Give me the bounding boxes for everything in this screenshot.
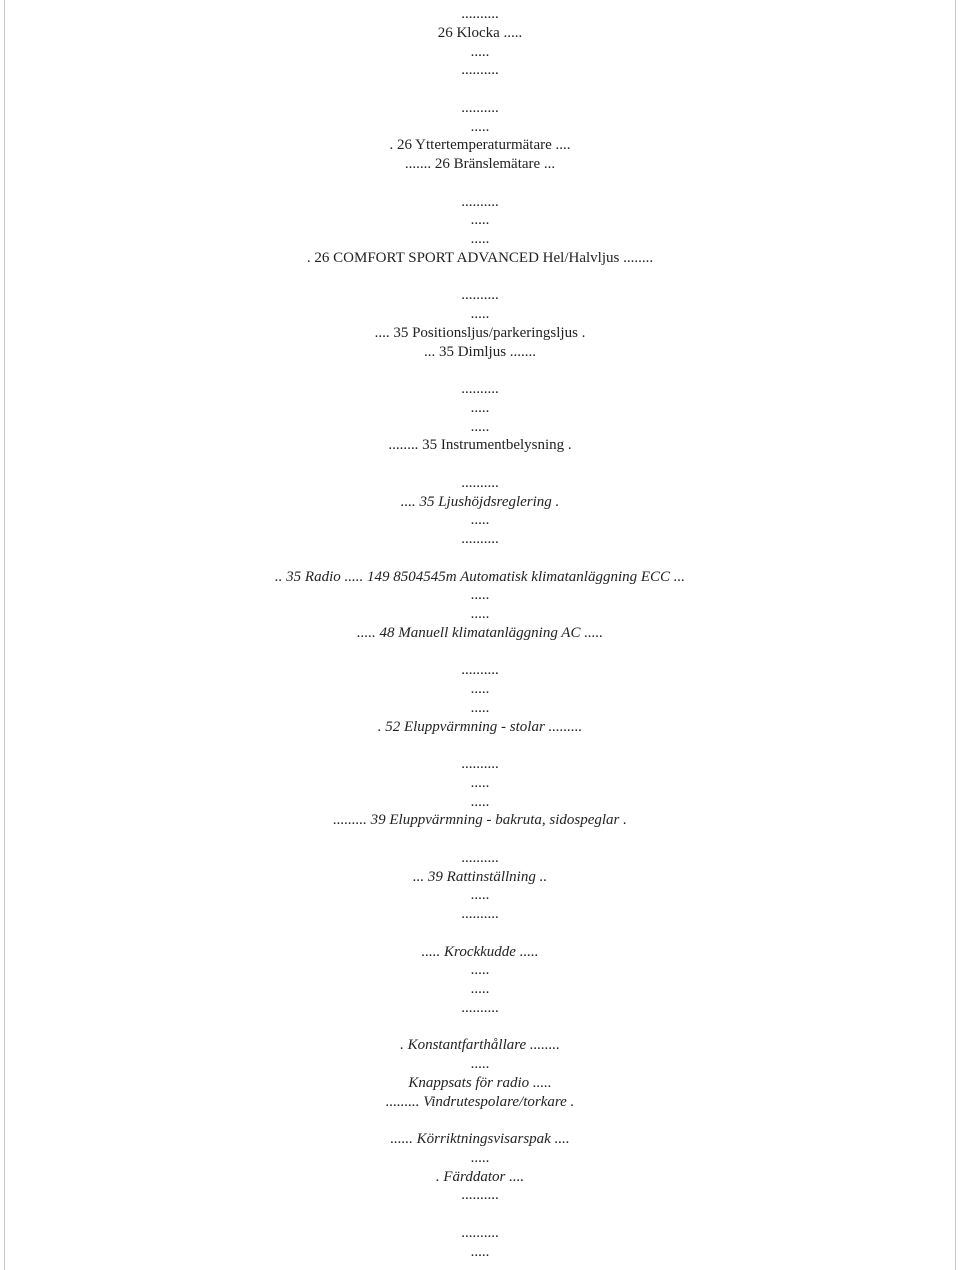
toc-line: .....	[470, 1149, 490, 1166]
toc-line: . 26 COMFORT SPORT ADVANCED Hel/Halvljus ........	[306, 249, 654, 266]
toc-line: . 52 Eluppvärmning - stolar .........	[377, 718, 583, 735]
toc-line: ..........	[461, 287, 499, 304]
toc-line: ..........	[461, 531, 499, 547]
toc-line: .....	[470, 774, 490, 791]
toc-line: ........ 35 Instrumentbelysning .	[388, 437, 572, 454]
toc-line: ..... 48 Manuell klimatanläggning AC .....	[357, 624, 603, 641]
toc-line: ..........	[461, 999, 499, 1016]
toc-line: .....	[470, 962, 490, 979]
toc-line: ..........	[461, 756, 499, 772]
toc-line: ..........	[461, 1224, 499, 1241]
toc-line: ..........	[461, 193, 499, 210]
toc-line: 26 Klocka .....	[437, 24, 523, 41]
toc-line: .....	[470, 887, 490, 904]
toc-line: ..........	[461, 662, 499, 679]
toc-line: ......... Vindrutespolare/torkare .	[385, 1093, 575, 1110]
toc-line: .....	[470, 587, 490, 604]
toc-line: ..........	[461, 6, 499, 22]
toc-line: .....	[470, 981, 490, 997]
toc-line: . Konstantfarthållare ........	[400, 1037, 560, 1054]
toc-line: . 26 Yttertemperaturmätare ....	[389, 137, 571, 154]
toc-line: .. 35 Radio ..... 149 8504545m Automatisk klimatanläggning ECC ...	[274, 568, 686, 585]
toc-line: .....	[470, 306, 490, 322]
toc-line: .....	[470, 43, 490, 60]
toc-line: ..........	[461, 474, 499, 491]
toc-line: .....	[470, 418, 490, 435]
toc-line: ...... Körriktningsvisarspak ....	[390, 1131, 570, 1147]
toc-line: .....	[470, 231, 490, 247]
toc-line: . Färddator ....	[435, 1168, 525, 1185]
toc-line: ....... 26 Bränslemätare ...	[404, 156, 556, 172]
toc-line: .... 35 Ljushöjdsreglering .	[400, 493, 560, 510]
toc-line: .....	[470, 1243, 490, 1260]
toc-line: .....	[470, 793, 490, 810]
toc-line: ......... 39 Eluppvärmning - bakruta, sidospeglar .	[333, 812, 627, 829]
toc-line: .....	[470, 1056, 490, 1072]
toc-line: ..........	[461, 849, 499, 866]
toc-line: Knappsats för radio .....	[408, 1074, 552, 1091]
toc-line: ..........	[461, 1187, 499, 1204]
toc-line: .....	[470, 699, 490, 716]
toc-line: ... 39 Rattinställning ..	[412, 868, 548, 885]
toc-line: ..........	[461, 99, 499, 116]
toc-line: ..... Krockkudde .....	[421, 943, 539, 960]
toc-line: .....	[470, 606, 490, 622]
toc-line: ..........	[461, 906, 499, 922]
toc-line: .....	[470, 512, 490, 529]
toc-line: ... 35 Dimljus .......	[423, 343, 537, 360]
toc-line: .....	[470, 681, 490, 697]
toc-line: ..........	[461, 62, 499, 79]
toc-line: ..........	[461, 381, 499, 397]
toc-line: .....	[470, 212, 490, 229]
toc-line: .....	[470, 118, 490, 135]
toc-line: .... 35 Positionsljus/parkeringsljus .	[374, 324, 586, 341]
toc-line: .....	[470, 399, 490, 416]
